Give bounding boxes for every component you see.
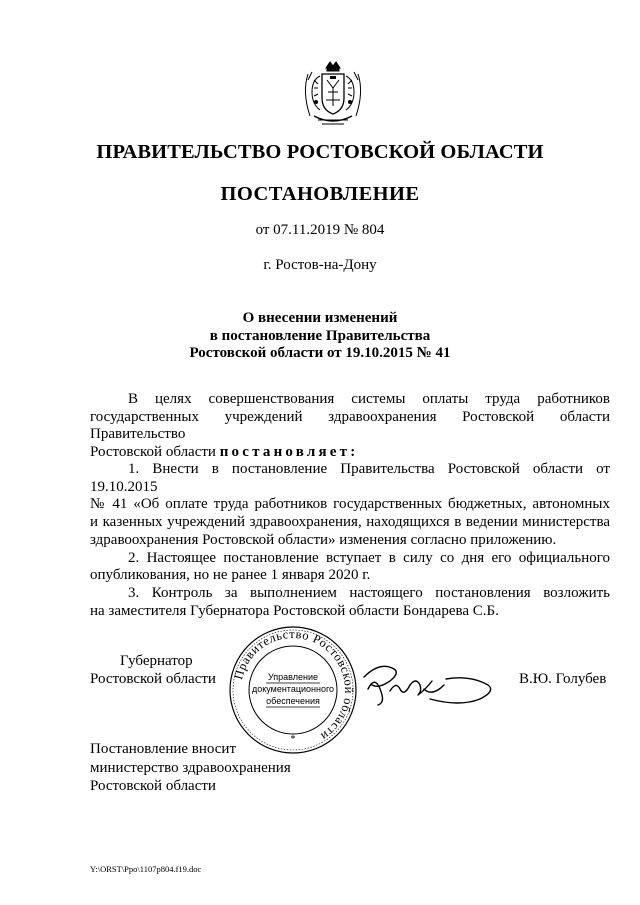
- signer-position: [90, 652, 216, 688]
- signer-position-line: Губернатор: [120, 653, 193, 669]
- file-path: Y:\ORST\Ppo\1107p804.f19.doc: [90, 864, 202, 874]
- city: г. Ростов-на-Дону: [263, 257, 377, 273]
- seal-ring-text: Правительство Ростовской области: [231, 626, 357, 744]
- item-1-line: № 41 «Об оплате труда работников государственных бюджетных, автономных: [90, 496, 610, 513]
- signer-name: В.Ю. Голубев: [519, 671, 607, 687]
- date-and-number: от 07.11.2019 № 804: [255, 222, 385, 238]
- item-2-line: 2. Настоящее постановление вступает в силу со дня его официального: [128, 549, 610, 566]
- submitted-by-line: Постановление вносит: [90, 741, 237, 757]
- seal-inner-line: обеспечения: [266, 696, 320, 706]
- document-subject: [0, 310, 640, 363]
- resolution-items: [90, 461, 610, 620]
- item-1-line: 1. Внести в постановление Правительства Ростовской области от 19.10.2015: [90, 461, 610, 495]
- submitted-by-line: Ростовской области: [90, 778, 216, 794]
- official-seal-stamp: [228, 625, 358, 755]
- item-3-line: на заместителя Губернатора Ростовской области Бондарева С.Б.: [90, 602, 499, 619]
- document-type: ПОСТАНОВЛЕНИЕ: [220, 183, 420, 205]
- text-line: [90, 444, 610, 462]
- text-line: государственных учреждений здравоохранения Ростовской области Правительство: [90, 408, 610, 443]
- seal-star: *: [290, 734, 296, 745]
- subject-line: Ростовской области от 19.10.2015 № 41: [189, 345, 451, 361]
- subject-line: в постановление Правительства: [209, 327, 431, 344]
- subject-line: О внесении изменений: [242, 310, 398, 326]
- submitted-by-note: [90, 740, 291, 796]
- item-3-line: 3. Контроль за выполнением настоящего постановления возложить: [128, 584, 610, 601]
- item-1-line: здравоохранения Ростовской области» изменения согласно приложению.: [90, 531, 557, 548]
- government-title: ПРАВИТЕЛЬСТВО РОСТОВСКОЙ ОБЛАСТИ: [96, 141, 544, 163]
- preamble-paragraph: [90, 391, 610, 462]
- coat-of-arms-emblem: [300, 58, 366, 130]
- item-2-line: опубликования, но не ранее 1 января 2020 г.: [90, 567, 371, 584]
- handwritten-signature: [360, 655, 500, 715]
- resolves-word: постановляет:: [219, 444, 359, 461]
- submitted-by-line: министерство здравоохранения: [90, 759, 291, 776]
- item-1-line: и казенных учреждений здравоохранения, находящихся в ведении министерства: [90, 514, 610, 531]
- seal-inner-line: документационного: [251, 684, 335, 694]
- text-fragment: Ростовской области: [90, 444, 220, 461]
- text-line: В целях совершенствования системы оплаты труда работников: [128, 391, 610, 407]
- signer-position-line: Ростовской области: [90, 671, 216, 687]
- seal-inner-line: Управление: [267, 672, 319, 682]
